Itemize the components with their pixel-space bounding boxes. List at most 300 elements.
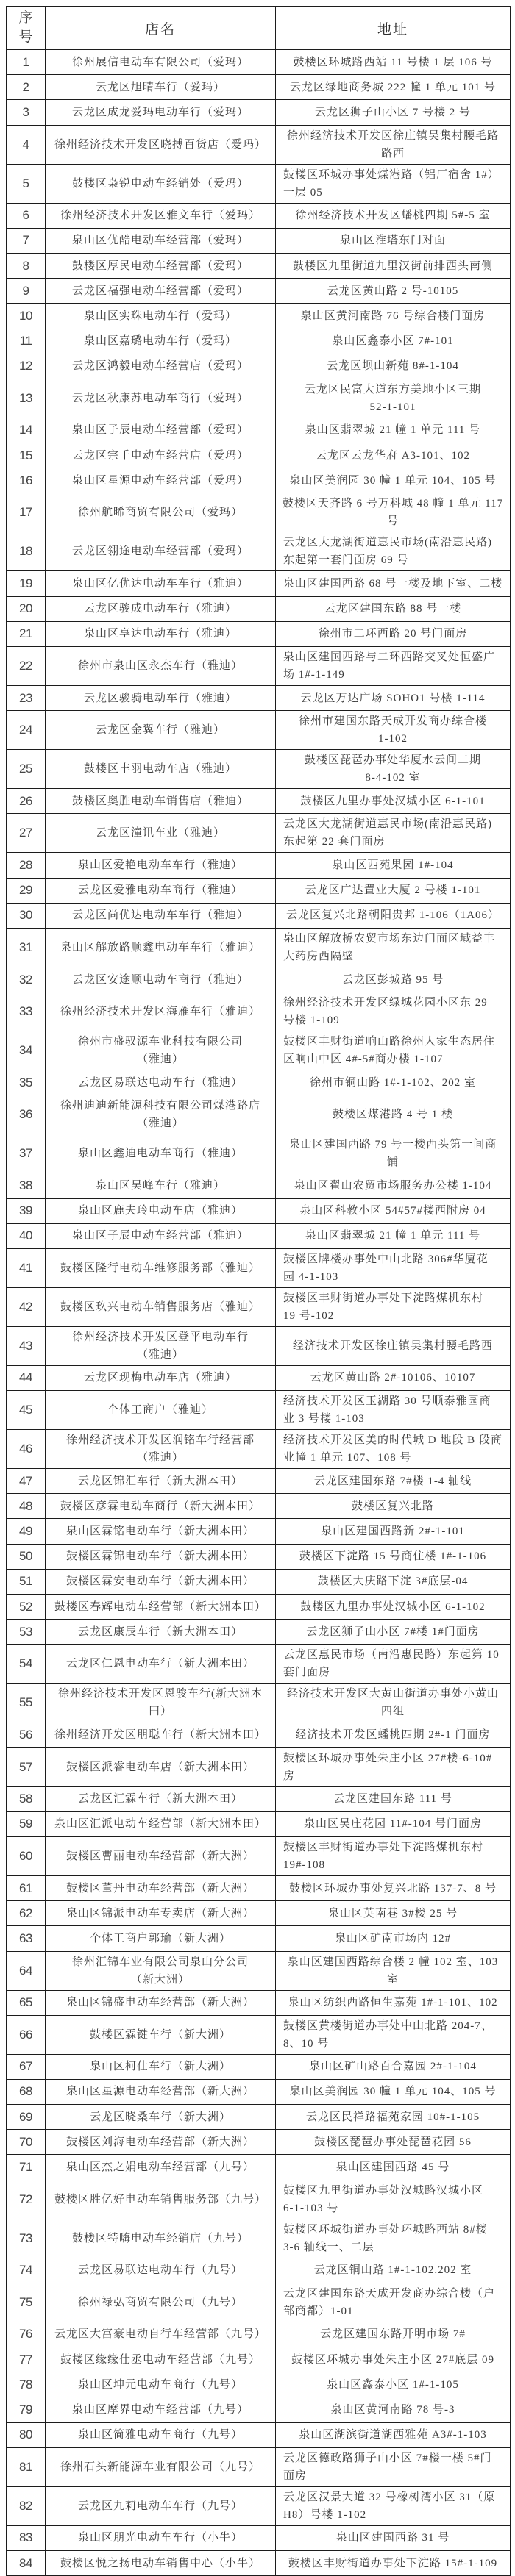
table-row	[7, 279, 511, 304]
store-name-text: 徐州展信电动车有限公司（爱玛）	[71, 56, 249, 68]
index-cell	[7, 1545, 46, 1570]
table-row	[7, 750, 511, 789]
store-name-cell	[46, 1173, 276, 1198]
table-row	[7, 379, 511, 418]
table-row	[7, 1722, 511, 1747]
store-name-text: 鼓楼区彦霖电动车商行（新大洲本田）	[60, 1500, 260, 1512]
store-address-cell	[276, 2219, 511, 2258]
header-name-label: 店名	[144, 21, 176, 37]
store-name-cell	[46, 165, 276, 204]
table-row	[7, 1684, 511, 1722]
table-row	[7, 2283, 511, 2322]
store-address-text: 泉山区建国西路 79 号一楼西头第一间商	[288, 1139, 497, 1151]
row-number: 26	[19, 793, 32, 808]
row-number: 10	[19, 308, 32, 323]
table-row	[7, 1095, 511, 1134]
store-name-cell	[46, 50, 276, 75]
store-address-text: 鼓楼区天齐路 6 号万科城 48 幢 1 单元 117	[282, 498, 504, 510]
store-address-cell	[276, 204, 511, 229]
table-row	[7, 468, 511, 493]
store-name-cell	[46, 1070, 276, 1095]
store-name-text: 云龙区仁恩电动车行（新大洲本田）	[65, 1658, 255, 1670]
store-name-text: 云龙区成龙爱玛电动车行（爱玛）	[71, 106, 249, 118]
store-address-text: 大药房西隔壁	[283, 950, 355, 962]
store-name-cell	[46, 100, 276, 125]
store-name-text: 鼓楼区缘缘仕丞电动车经营部（九号）	[60, 2353, 260, 2366]
store-address-text: 鼓楼区丰财街道办事处下淀路煤机东村	[283, 1292, 484, 1304]
store-name-cell	[46, 2080, 276, 2105]
index-cell	[7, 1837, 46, 1876]
row-number: 81	[19, 2459, 32, 2474]
index-cell	[7, 1952, 46, 1991]
store-address-cell	[276, 2180, 511, 2219]
store-address-text: 19#-108	[283, 1858, 325, 1871]
row-number: 71	[19, 2160, 32, 2175]
store-name-text: 泉山区简雅电动车商行（九号）	[77, 2429, 243, 2441]
table-header-row	[7, 7, 511, 50]
store-address-cell	[276, 1430, 511, 1469]
store-name-text: 鼓楼区霖键车行（新大洲）	[89, 2028, 231, 2041]
store-address-cell	[276, 1327, 511, 1366]
store-name-cell	[46, 1812, 276, 1837]
store-name-cell	[46, 2551, 276, 2576]
store-address-cell	[276, 2258, 511, 2283]
row-number: 66	[19, 2027, 32, 2042]
store-name-cell	[46, 2283, 276, 2322]
row-number: 40	[19, 1228, 32, 1243]
table-row	[7, 879, 511, 904]
index-cell	[7, 2423, 46, 2448]
index-cell	[7, 1570, 46, 1595]
row-number: 16	[19, 473, 32, 487]
row-number: 12	[19, 359, 32, 373]
index-cell	[7, 1722, 46, 1747]
store-address-cell	[276, 904, 511, 929]
store-name-text: 泉山区爱艳电动车车行（雅迪）	[77, 859, 243, 871]
store-name-text: （雅迪）	[136, 1452, 184, 1464]
table-row	[7, 2423, 511, 2448]
store-name-text: 鼓楼区刘海电动车经营部（新大洲）	[65, 2136, 255, 2148]
store-name-text: 云龙区秋康苏电动车商行（爱玛）	[71, 392, 249, 404]
table-row	[7, 329, 511, 354]
store-address-text: 泉山区黄河南路 78 号-3	[330, 2403, 455, 2416]
store-address-cell	[276, 789, 511, 814]
index-cell	[7, 254, 46, 279]
store-address-text: 一层 05	[283, 186, 323, 198]
store-address-text: 泉山区解放桥农贸市场东边门面区域益丰	[283, 932, 496, 945]
index-cell	[7, 1070, 46, 1095]
store-name-text: 徐州禄弘商贸有限公司（九号）	[77, 2296, 243, 2308]
store-name-cell	[46, 1837, 276, 1876]
store-name-cell	[46, 1095, 276, 1134]
index-cell	[7, 750, 46, 789]
row-number: 20	[19, 601, 32, 616]
store-address-text: 泉山区建国西路 45 号	[335, 2161, 450, 2174]
store-name-text: 鼓楼区霖安电动车行（新大洲本田）	[65, 1575, 255, 1588]
store-name-text: 徐州迪迪新能源科技有限公司煤港路店	[60, 1100, 260, 1112]
row-number: 59	[19, 1817, 32, 1831]
store-name-cell	[46, 1430, 276, 1469]
row-number: 84	[19, 2555, 32, 2570]
table-row	[7, 2105, 511, 2130]
table-body	[7, 50, 511, 2576]
store-address-cell	[276, 50, 511, 75]
store-address-text: 云龙区惠民市场（南沿惠民路）东起第 10	[283, 1649, 500, 1661]
store-name-text: 泉山区星源电动车经营部（新大洲）	[65, 2086, 255, 2098]
index-cell	[7, 279, 46, 304]
row-number: 36	[19, 1107, 32, 1122]
index-cell	[7, 304, 46, 329]
store-address-cell	[276, 1570, 511, 1595]
index-cell	[7, 1684, 46, 1722]
index-cell	[7, 1876, 46, 1901]
row-number: 62	[19, 1906, 32, 1920]
store-address-cell	[276, 2448, 511, 2487]
store-address-cell	[276, 1812, 511, 1837]
table-row	[7, 2080, 511, 2105]
index-cell	[7, 879, 46, 904]
store-name-text: 云龙区旭晴车行（爱玛）	[95, 81, 225, 93]
index-cell	[7, 929, 46, 967]
index-cell	[7, 1901, 46, 1926]
row-number: 19	[19, 576, 32, 591]
store-address-cell	[276, 1070, 511, 1095]
store-address-text: 泉山区翟山农贸市场服务办公楼 1-104	[294, 1179, 492, 1192]
store-name-cell	[46, 2055, 276, 2080]
index-cell	[7, 647, 46, 686]
index-cell	[7, 1391, 46, 1430]
index-cell	[7, 853, 46, 878]
header-index-cell	[7, 7, 46, 50]
store-address-text: 铺	[386, 1156, 399, 1169]
store-address-text: 泉山区吴庄花园 11#-104 号门面房	[304, 1818, 482, 1831]
row-number: 5	[22, 176, 29, 190]
store-address-text: 云龙区建国东路 111 号	[333, 1793, 452, 1806]
store-address-text: 鼓楼区九里街道九里汉街前排西头南侧	[292, 260, 493, 272]
table-row	[7, 1748, 511, 1787]
store-name-text: 云龙区康辰车行（新大洲本田）	[77, 1625, 243, 1638]
store-address-cell	[276, 379, 511, 418]
store-name-cell	[46, 1952, 276, 1991]
store-name-cell	[46, 1199, 276, 1224]
store-address-cell	[276, 1748, 511, 1787]
table-row	[7, 165, 511, 204]
store-address-text: 徐州经济技术开发区徐庄镇吴集村腰毛路	[286, 129, 499, 142]
index-cell	[7, 992, 46, 1031]
store-address-text: 云龙区云龙华府 A3-101、102	[315, 449, 471, 462]
store-address-text: 鼓楼区煤港路 4 号 1 楼	[332, 1109, 453, 1121]
store-address-text: 云龙区建国东路 7#楼 1-4 轴线	[313, 1475, 472, 1487]
store-name-cell	[46, 2155, 276, 2180]
store-address-text: 泉山区建国西路新 2#-1-101	[321, 1525, 465, 1538]
store-name-text: 鼓楼区厚民电动车经营部（爱玛）	[71, 260, 249, 272]
store-address-text: 52-1-101	[369, 401, 416, 413]
store-address-text: 东起第一套门面房 69 号	[283, 554, 409, 567]
table-row	[7, 418, 511, 443]
store-address-text: 四组	[380, 1706, 405, 1718]
table-row	[7, 597, 511, 622]
index-cell	[7, 1031, 46, 1070]
table-row	[7, 2526, 511, 2551]
store-address-text: 云龙区铜山路 1#-1-102.202 室	[313, 2264, 472, 2277]
index-cell	[7, 1288, 46, 1327]
store-address-text: 泉山区矿南市场内 12#	[334, 1932, 452, 1944]
store-name-cell	[46, 1545, 276, 1570]
store-name-text: （新大洲）	[130, 1973, 190, 1986]
store-address-text: 鼓楼区丰财街道办事处下淀路煤机东村	[283, 1841, 484, 1853]
index-cell	[7, 814, 46, 853]
table-row	[7, 1031, 511, 1070]
index-cell	[7, 1595, 46, 1620]
store-address-cell	[276, 647, 511, 686]
row-number: 31	[19, 940, 32, 954]
store-address-cell	[276, 1926, 511, 1951]
store-name-cell	[46, 2397, 276, 2422]
store-name-cell	[46, 1288, 276, 1327]
index-cell	[7, 1926, 46, 1951]
index-cell	[7, 2322, 46, 2347]
store-name-cell	[46, 686, 276, 711]
table-row	[7, 126, 511, 165]
store-address-cell	[276, 992, 511, 1031]
store-name-text: 泉山区摩界电动车经营部（九号）	[71, 2403, 249, 2416]
store-name-text: 泉山区吴峰车行（雅迪）	[95, 1179, 225, 1192]
index-cell	[7, 2105, 46, 2130]
table-row	[7, 929, 511, 967]
store-name-text: 泉山区解放路顺鑫电动车车行（雅迪）	[60, 941, 260, 954]
store-address-text: 号	[386, 515, 399, 528]
index-cell	[7, 1620, 46, 1645]
store-name-text: 徐州经济技术开发区晓搏百货店（爱玛）	[54, 138, 266, 151]
store-address-text: 鼓楼区琵琶办事处华厦水云间二期	[304, 754, 481, 767]
store-name-text: 泉山区杰之娟电动车经营部（九号）	[65, 2161, 255, 2174]
header-name-cell	[46, 7, 276, 50]
index-cell	[7, 2397, 46, 2422]
header-index-label: 序号	[18, 10, 33, 45]
store-address-cell	[276, 75, 511, 100]
store-address-cell	[276, 2551, 511, 2576]
table-row	[7, 1595, 511, 1620]
table-row	[7, 2180, 511, 2219]
table-row	[7, 1876, 511, 1901]
store-name-cell	[46, 647, 276, 686]
table-row	[7, 1952, 511, 1991]
index-cell	[7, 1494, 46, 1519]
row-number: 22	[19, 659, 32, 673]
store-address-text: 云龙区建国东路 88 号一楼	[324, 603, 462, 615]
row-number: 33	[19, 1004, 32, 1019]
store-address-text: 鼓楼区环城路西站 11 号楼 1 层 106 号	[293, 56, 493, 68]
store-name-cell	[46, 597, 276, 622]
store-name-cell	[46, 468, 276, 493]
store-name-cell	[46, 2372, 276, 2397]
store-address-cell	[276, 1134, 511, 1173]
store-address-cell	[276, 1366, 511, 1391]
store-address-text: 鼓楼区下淀路 15 号商住楼 1#-1-106	[299, 1550, 487, 1563]
store-address-text: 泉山区湖滨街道湖西雅苑 A3#-1-103	[299, 2429, 487, 2441]
store-name-text: 泉山区鑫迪电动车商行（雅迪）	[77, 1148, 243, 1160]
row-number: 47	[19, 1473, 32, 1488]
store-address-cell	[276, 2372, 511, 2397]
row-number: 65	[19, 1995, 32, 2010]
store-address-cell	[276, 750, 511, 789]
store-address-text: 室	[386, 1973, 399, 1986]
store-address-text: 泉山区建国西路 68 号一楼及地下室、二楼	[283, 578, 503, 590]
store-address-text: 3-6 轴线一、二层	[283, 2241, 374, 2253]
table-row	[7, 622, 511, 647]
store-address-text: 云龙区狮子山小区 7#楼 1#门面房	[306, 1625, 480, 1638]
table-row	[7, 2322, 511, 2347]
row-number: 76	[19, 2327, 32, 2341]
row-number: 30	[19, 908, 32, 923]
store-name-text: 云龙区骏成电动车行（雅迪）	[83, 603, 237, 615]
index-cell	[7, 2487, 46, 2526]
index-cell	[7, 532, 46, 571]
table-row	[7, 1134, 511, 1173]
row-number: 48	[19, 1498, 32, 1513]
store-address-text: 泉山区西苑果园 1#-104	[332, 859, 454, 871]
table-row	[7, 2372, 511, 2397]
index-cell	[7, 1645, 46, 1684]
index-cell	[7, 686, 46, 711]
index-cell	[7, 418, 46, 443]
store-name-text: 鼓楼区董丹电动车经营部（新大洲）	[65, 1882, 255, 1895]
table-row	[7, 1645, 511, 1684]
store-name-cell	[46, 1620, 276, 1645]
store-name-cell	[46, 711, 276, 750]
store-address-cell	[276, 1645, 511, 1684]
store-name-text: 徐州石头新能源车业有限公司（九号）	[60, 2461, 260, 2473]
row-number: 6	[22, 208, 29, 223]
index-cell	[7, 2130, 46, 2155]
table-row	[7, 254, 511, 279]
row-number: 25	[19, 762, 32, 776]
index-cell	[7, 1469, 46, 1494]
store-name-cell	[46, 2258, 276, 2283]
store-name-cell	[46, 750, 276, 789]
store-name-cell	[46, 1494, 276, 1519]
store-address-cell	[276, 2155, 511, 2180]
store-name-text: （雅迪）	[136, 1053, 184, 1066]
store-address-cell	[276, 2347, 511, 2372]
index-cell	[7, 2155, 46, 2180]
table-row	[7, 853, 511, 878]
row-number: 57	[19, 1759, 32, 1774]
index-cell	[7, 75, 46, 100]
row-number: 21	[19, 626, 32, 641]
store-address-text: 泉山区科教小区 54#57#楼西附房 04	[299, 1205, 486, 1217]
index-cell	[7, 329, 46, 354]
table-row	[7, 204, 511, 229]
store-address-cell	[276, 229, 511, 254]
store-name-cell	[46, 254, 276, 279]
store-address-cell	[276, 126, 511, 165]
row-number: 37	[19, 1146, 32, 1161]
store-address-cell	[276, 1288, 511, 1327]
table-row	[7, 2551, 511, 2576]
row-number: 17	[19, 505, 32, 520]
index-cell	[7, 622, 46, 647]
index-cell	[7, 2347, 46, 2372]
store-address-cell	[276, 1901, 511, 1926]
store-address-text: 泉山区英南巷 3#楼 25 号	[327, 1907, 458, 1920]
row-number: 39	[19, 1203, 32, 1218]
store-address-text: 经济技术开发区蟠桃四期 2#-1 门面房	[295, 1728, 491, 1741]
index-cell	[7, 379, 46, 418]
store-address-cell	[276, 1991, 511, 2016]
store-name-cell	[46, 443, 276, 468]
store-name-cell	[46, 1469, 276, 1494]
store-address-text: 业 3 号楼 1-103	[283, 1413, 365, 1425]
row-number: 15	[19, 448, 32, 462]
table-row	[7, 1519, 511, 1544]
index-cell	[7, 229, 46, 254]
row-number: 49	[19, 1524, 32, 1539]
store-name-text: 云龙区金翼车行（雅迪）	[95, 724, 225, 737]
store-name-text: 泉山区朋光电动车车行（小牛）	[77, 2532, 243, 2544]
table-row	[7, 100, 511, 125]
store-name-text: 徐州市泉山区永杰车行（雅迪）	[77, 660, 243, 672]
store-name-text: 泉山区锦盛电动车经营部（新大洲）	[65, 1997, 255, 2009]
store-name-text: 云龙区九莉电动车车行（九号）	[77, 2500, 243, 2512]
store-address-cell	[276, 622, 511, 647]
store-address-cell	[276, 100, 511, 125]
store-name-text: 徐州汇锦车业有限公司泉山分公司	[71, 1956, 249, 1968]
store-name-text: 云龙区现梅电动车店（雅迪）	[83, 1372, 237, 1384]
row-number: 41	[19, 1260, 32, 1275]
store-name-cell	[46, 2487, 276, 2526]
store-address-cell	[276, 1952, 511, 1991]
store-address-cell	[276, 1595, 511, 1620]
store-address-cell	[276, 304, 511, 329]
store-name-text: 个体工商户郭瑜（新大洲）	[89, 1932, 231, 1944]
table-row	[7, 1288, 511, 1327]
index-cell	[7, 904, 46, 929]
store-address-cell	[276, 443, 511, 468]
store-name-cell	[46, 1787, 276, 1812]
store-name-cell	[46, 622, 276, 647]
index-cell	[7, 2180, 46, 2219]
store-name-cell	[46, 1134, 276, 1173]
row-number: 75	[19, 2294, 32, 2309]
store-name-text: 鼓楼区胜亿好电动车销售服务部（九号）	[54, 2193, 266, 2205]
store-address-text: 云龙区民祥路福苑家园 10#-1-105	[305, 2111, 480, 2123]
store-name-text: 泉山区坤元电动车商行（九号）	[77, 2378, 243, 2391]
store-name-text: 徐州经济技术开发区登平电动车行	[71, 1331, 249, 1343]
store-name-text: 泉山区享达电动车行（雅迪）	[83, 628, 237, 640]
store-address-text: 场 1#-1-149	[283, 669, 345, 681]
store-address-cell	[276, 929, 511, 967]
store-name-text: 个体工商户（雅迪）	[107, 1404, 213, 1417]
store-name-text: 云龙区鸿毅电动车经营店（爱玛）	[71, 360, 249, 373]
store-name-text: （雅迪）	[136, 1348, 184, 1361]
store-name-cell	[46, 204, 276, 229]
index-cell	[7, 571, 46, 596]
store-address-cell	[276, 814, 511, 853]
store-name-cell	[46, 1519, 276, 1544]
store-name-cell	[46, 2526, 276, 2551]
store-address-cell	[276, 1684, 511, 1722]
store-address-cell	[276, 329, 511, 354]
store-name-cell	[46, 2423, 276, 2448]
row-number: 32	[19, 972, 32, 987]
store-name-cell	[46, 992, 276, 1031]
store-name-text: 鼓楼区特嗨电动车经销店（九号）	[71, 2232, 249, 2244]
row-number: 42	[19, 1299, 32, 1314]
row-number: 45	[19, 1403, 32, 1417]
index-cell	[7, 967, 46, 992]
store-address-text: 云龙区汉景大道 32 号橡树湾小区 31（原	[283, 2491, 496, 2503]
